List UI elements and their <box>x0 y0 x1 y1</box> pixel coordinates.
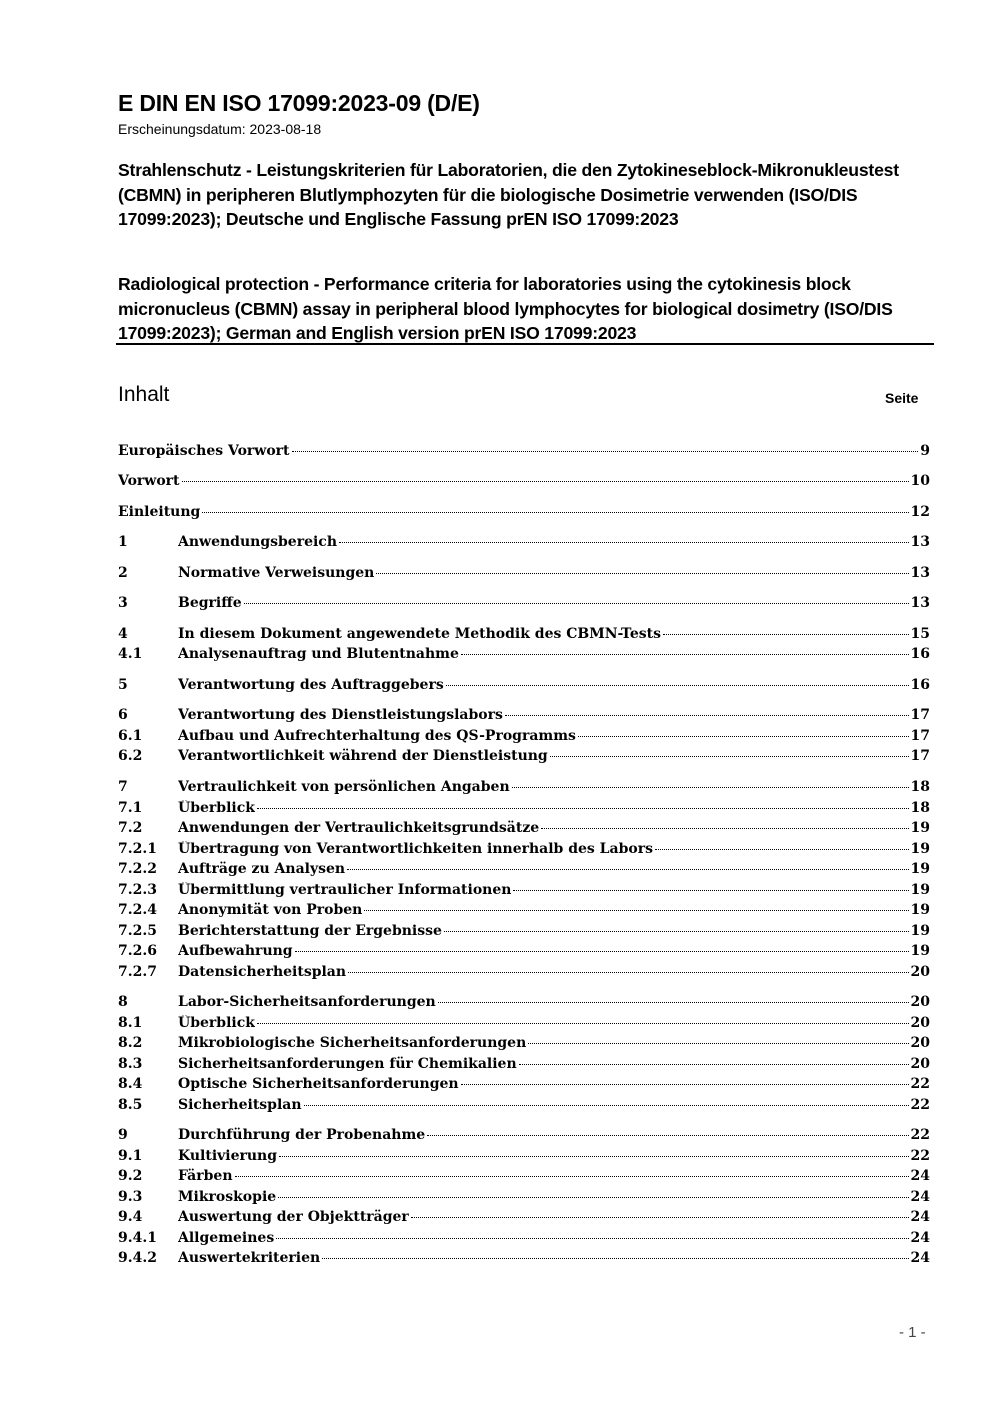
toc-entry-number: 7.2.5 <box>118 923 157 939</box>
toc-entry-title: Vorwort <box>118 473 180 489</box>
toc-entry-page: 10 <box>910 473 930 489</box>
toc-entry-page: 19 <box>910 820 930 836</box>
toc-entry-title: Optische Sicherheitsanforderungen <box>178 1076 459 1092</box>
toc-entry-number: 8.5 <box>118 1097 143 1113</box>
toc-entry-number: 6 <box>118 707 128 723</box>
toc-entry-number: 9.4.1 <box>118 1230 157 1246</box>
toc-entry-title: Europäisches Vorwort <box>118 443 290 459</box>
toc-entry-number: 8.2 <box>118 1035 143 1051</box>
toc-entry-title: Verantwortlichkeit während der Dienstleistung <box>178 748 548 764</box>
publication-date: Erscheinungsdatum: 2023-08-18 <box>118 121 322 137</box>
toc-dot-leader <box>182 481 909 482</box>
toc-entry-page: 20 <box>910 1035 930 1051</box>
toc-dot-leader <box>235 1176 909 1177</box>
toc-entry-title: Verantwortung des Dienstleistungslabors <box>178 707 503 723</box>
toc-entry-page: 19 <box>910 861 930 877</box>
toc-entry[interactable] <box>118 1127 930 1147</box>
title-divider <box>116 343 934 345</box>
toc-entry-number: 9.4 <box>118 1209 143 1225</box>
toc-entry-number: 8.4 <box>118 1076 143 1092</box>
toc-entry[interactable] <box>118 841 930 861</box>
toc-entry[interactable] <box>118 1168 930 1188</box>
toc-dot-leader <box>347 869 908 870</box>
toc-entry-number: 7.1 <box>118 800 143 816</box>
toc-entry-page: 18 <box>910 779 930 795</box>
toc-entry[interactable] <box>118 882 930 902</box>
toc-entry-title: Anwendungsbereich <box>178 534 337 550</box>
toc-entry[interactable] <box>118 779 930 799</box>
toc-entry-number: 7.2.7 <box>118 964 157 980</box>
toc-entry-title: Anwendungen der Vertraulichkeitsgrundsätze <box>178 820 540 836</box>
toc-entry-page: 22 <box>910 1148 930 1164</box>
toc-entry-page: 19 <box>910 923 930 939</box>
toc-entry-number: 9.2 <box>118 1168 143 1184</box>
toc-dot-leader <box>348 972 908 973</box>
toc-entry-number: 7.2.2 <box>118 861 157 877</box>
toc-entry-page: 13 <box>910 595 930 611</box>
toc-entry[interactable] <box>118 504 930 524</box>
toc-dot-leader <box>322 1258 908 1259</box>
toc-entry[interactable] <box>118 1230 930 1250</box>
toc-entry-page: 20 <box>910 1056 930 1072</box>
toc-dot-leader <box>578 736 909 737</box>
toc-dot-leader <box>257 1023 909 1024</box>
toc-entry[interactable] <box>118 473 930 493</box>
toc-entry-page: 24 <box>910 1250 930 1266</box>
toc-dot-leader <box>292 451 919 452</box>
toc-dot-leader <box>438 1002 909 1003</box>
toc-dot-leader <box>376 573 908 574</box>
toc-entry-title: Analysenauftrag und Blutentnahme <box>178 646 459 662</box>
toc-entry-title: Aufbewahrung <box>178 943 293 959</box>
toc-page-column-label: Seite <box>885 390 919 406</box>
toc-entry-title: In diesem Dokument angewendete Methodik des CBMN-Tests <box>178 626 661 642</box>
toc-entry[interactable] <box>118 1076 930 1096</box>
toc-entry[interactable] <box>118 646 930 666</box>
toc-dot-leader <box>541 828 908 829</box>
toc-entry-title: Übertragung von Verantwortlichkeiten innerhalb des Labors <box>178 841 653 857</box>
toc-entry-page: 22 <box>910 1127 930 1143</box>
toc-entry-page: 18 <box>910 800 930 816</box>
toc-entry[interactable] <box>118 677 930 697</box>
toc-entry[interactable] <box>118 923 930 943</box>
toc-dot-leader <box>519 1064 909 1065</box>
toc-entry-title: Durchführung der Probenahme <box>178 1127 426 1143</box>
toc-entry[interactable] <box>118 748 930 768</box>
toc-dot-leader <box>655 849 909 850</box>
toc-entry-number: 8 <box>118 994 128 1010</box>
toc-entry-page: 13 <box>910 534 930 550</box>
toc-dot-leader <box>304 1105 909 1106</box>
toc-entry-number: 6.2 <box>118 748 143 764</box>
toc-entry-number: 4 <box>118 626 128 642</box>
toc-entry[interactable] <box>118 1209 930 1229</box>
toc-entry-page: 15 <box>910 626 930 642</box>
toc-entry-number: 9 <box>118 1127 128 1143</box>
toc-heading: Inhalt <box>118 383 170 406</box>
toc-entry-number: 2 <box>118 565 128 581</box>
toc-entry-title: Auswertekriterien <box>178 1250 321 1266</box>
toc-entry-page: 24 <box>910 1209 930 1225</box>
toc-entry[interactable] <box>118 1250 930 1270</box>
toc-entry-title: Aufträge zu Analysen <box>178 861 346 877</box>
toc-entry[interactable] <box>118 1189 930 1209</box>
toc-entry-title: Normative Verweisungen <box>178 565 375 581</box>
toc-dot-leader <box>244 603 909 604</box>
toc-dot-leader <box>461 1084 909 1085</box>
toc-entry-page: 19 <box>910 841 930 857</box>
toc-entry-title: Begriffe <box>178 595 242 611</box>
toc-entry[interactable] <box>118 1097 930 1117</box>
toc-entry-page: 19 <box>910 902 930 918</box>
toc-entry-number: 3 <box>118 595 128 611</box>
toc-entry-number: 6.1 <box>118 728 143 744</box>
title-english: Radiological protection - Performance criteria for laboratories using the cytokinesis block micronucleus (CBMN) assay in peripheral blood lymphocytes for biological dosimetry (ISO/DIS 17099:2023); German and English version prEN ISO 17099:2023 <box>118 274 893 343</box>
toc-entry[interactable] <box>118 820 930 840</box>
toc-entry[interactable] <box>118 626 930 646</box>
toc-entry-number: 7.2 <box>118 820 143 836</box>
document-identifier: E DIN EN ISO 17099:2023-09 (D/E) <box>118 90 480 116</box>
toc-dot-leader <box>427 1135 908 1136</box>
toc-entry[interactable] <box>118 534 930 554</box>
toc-dot-leader <box>257 808 909 809</box>
page-number: - 1 - <box>899 1324 926 1341</box>
toc-entry-page: 12 <box>910 504 930 520</box>
toc-entry-number: 9.3 <box>118 1189 143 1205</box>
toc-entry[interactable] <box>118 707 930 727</box>
toc-entry-title: Mikroskopie <box>178 1189 277 1205</box>
toc-entry-page: 16 <box>910 646 930 662</box>
toc-entry-page: 17 <box>910 728 930 744</box>
toc-entry-number: 5 <box>118 677 128 693</box>
toc-entry-page: 19 <box>910 882 930 898</box>
toc-entry-title: Allgemeines <box>178 1230 275 1246</box>
toc-entry-title: Einleitung <box>118 504 201 520</box>
toc-dot-leader <box>202 512 908 513</box>
toc-entry-page: 17 <box>910 707 930 723</box>
toc-entry-title: Labor-Sicherheitsanforderungen <box>178 994 436 1010</box>
toc-entry-page: 16 <box>910 677 930 693</box>
toc-entry[interactable] <box>118 595 930 615</box>
toc-dot-leader <box>295 951 909 952</box>
toc-entry-page: 24 <box>910 1230 930 1246</box>
toc-entry-page: 22 <box>910 1076 930 1092</box>
toc-dot-leader <box>444 931 909 932</box>
toc-entry[interactable] <box>118 1015 930 1035</box>
toc-entry-page: 20 <box>910 1015 930 1031</box>
toc-entry-page: 13 <box>910 565 930 581</box>
toc-entry-page: 22 <box>910 1097 930 1113</box>
toc-dot-leader <box>446 685 909 686</box>
toc-entry-page: 24 <box>910 1189 930 1205</box>
toc-dot-leader <box>528 1043 908 1044</box>
toc-entry-page: 20 <box>910 994 930 1010</box>
toc-entry-number: 7.2.6 <box>118 943 157 959</box>
toc-entry-title: Anonymität von Proben <box>178 902 363 918</box>
toc-dot-leader <box>364 910 908 911</box>
toc-entry[interactable] <box>118 1056 930 1076</box>
toc-entry-page: 20 <box>910 964 930 980</box>
toc-entry-number: 9.1 <box>118 1148 143 1164</box>
toc-entry-number: 7.2.4 <box>118 902 157 918</box>
toc-dot-leader <box>411 1217 909 1218</box>
toc-entry-number: 7.2.1 <box>118 841 157 857</box>
toc-entry-title: Datensicherheitsplan <box>178 964 347 980</box>
toc-entry-title: Überblick <box>178 1015 255 1031</box>
toc-dot-leader <box>505 715 909 716</box>
toc-entry[interactable] <box>118 565 930 585</box>
toc-entry-number: 9.4.2 <box>118 1250 157 1266</box>
toc-entry[interactable] <box>118 443 930 463</box>
toc-dot-leader <box>512 787 909 788</box>
toc-dot-leader <box>276 1238 908 1239</box>
toc-dot-leader <box>461 654 909 655</box>
toc-entry-title: Sicherheitsplan <box>178 1097 302 1113</box>
toc-entry[interactable] <box>118 728 930 748</box>
toc-dot-leader <box>278 1197 908 1198</box>
toc-entry-title: Verantwortung des Auftraggebers <box>178 677 444 693</box>
toc-entry-number: 4.1 <box>118 646 143 662</box>
toc-dot-leader <box>513 890 908 891</box>
toc-entry-page: 24 <box>910 1168 930 1184</box>
toc-entry-page: 9 <box>920 443 930 459</box>
toc-entry-title: Mikrobiologische Sicherheitsanforderungen <box>178 1035 527 1051</box>
title-german: Strahlenschutz - Leistungskriterien für Laboratorien, die den Zytokineseblock-Mikronukleustest (CBMN) in peripheren Blutlymphozyten für die biologische Dosimetrie verwenden (ISO/DIS 17099:2023); Deutsche und Englische Fassung prEN ISO 17099:2023 <box>118 160 899 229</box>
toc-entry-number: 1 <box>118 534 128 550</box>
toc-entry-title: Färben <box>178 1168 233 1184</box>
toc-entry[interactable] <box>118 994 930 1014</box>
toc-entry-page: 19 <box>910 943 930 959</box>
toc-entry[interactable] <box>118 1148 930 1168</box>
toc-dot-leader <box>279 1156 908 1157</box>
toc-entry-page: 17 <box>910 748 930 764</box>
toc-dot-leader <box>550 756 909 757</box>
toc-entry-title: Sicherheitsanforderungen für Chemikalien <box>178 1056 517 1072</box>
toc-entry-title: Überblick <box>178 800 255 816</box>
toc-dot-leader <box>339 542 909 543</box>
toc-entry-number: 7 <box>118 779 128 795</box>
toc-entry-number: 8.3 <box>118 1056 143 1072</box>
toc-entry-number: 8.1 <box>118 1015 143 1031</box>
toc-entry[interactable] <box>118 943 930 963</box>
toc-entry[interactable] <box>118 902 930 922</box>
toc-dot-leader <box>663 634 909 635</box>
toc-entry[interactable] <box>118 1035 930 1055</box>
toc-entry-title: Vertraulichkeit von persönlichen Angaben <box>178 779 510 795</box>
toc-entry[interactable] <box>118 861 930 881</box>
toc-entry-title: Übermittlung vertraulicher Informationen <box>178 882 512 898</box>
toc-entry-title: Kultivierung <box>178 1148 278 1164</box>
toc-entry-title: Auswertung der Objektträger <box>178 1209 409 1225</box>
toc-entry-title: Berichterstattung der Ergebnisse <box>178 923 442 939</box>
toc-entry[interactable] <box>118 964 930 984</box>
toc-entry[interactable] <box>118 800 930 820</box>
toc-entry-number: 7.2.3 <box>118 882 157 898</box>
toc-entry-title: Aufbau und Aufrechterhaltung des QS-Programms <box>178 728 576 744</box>
